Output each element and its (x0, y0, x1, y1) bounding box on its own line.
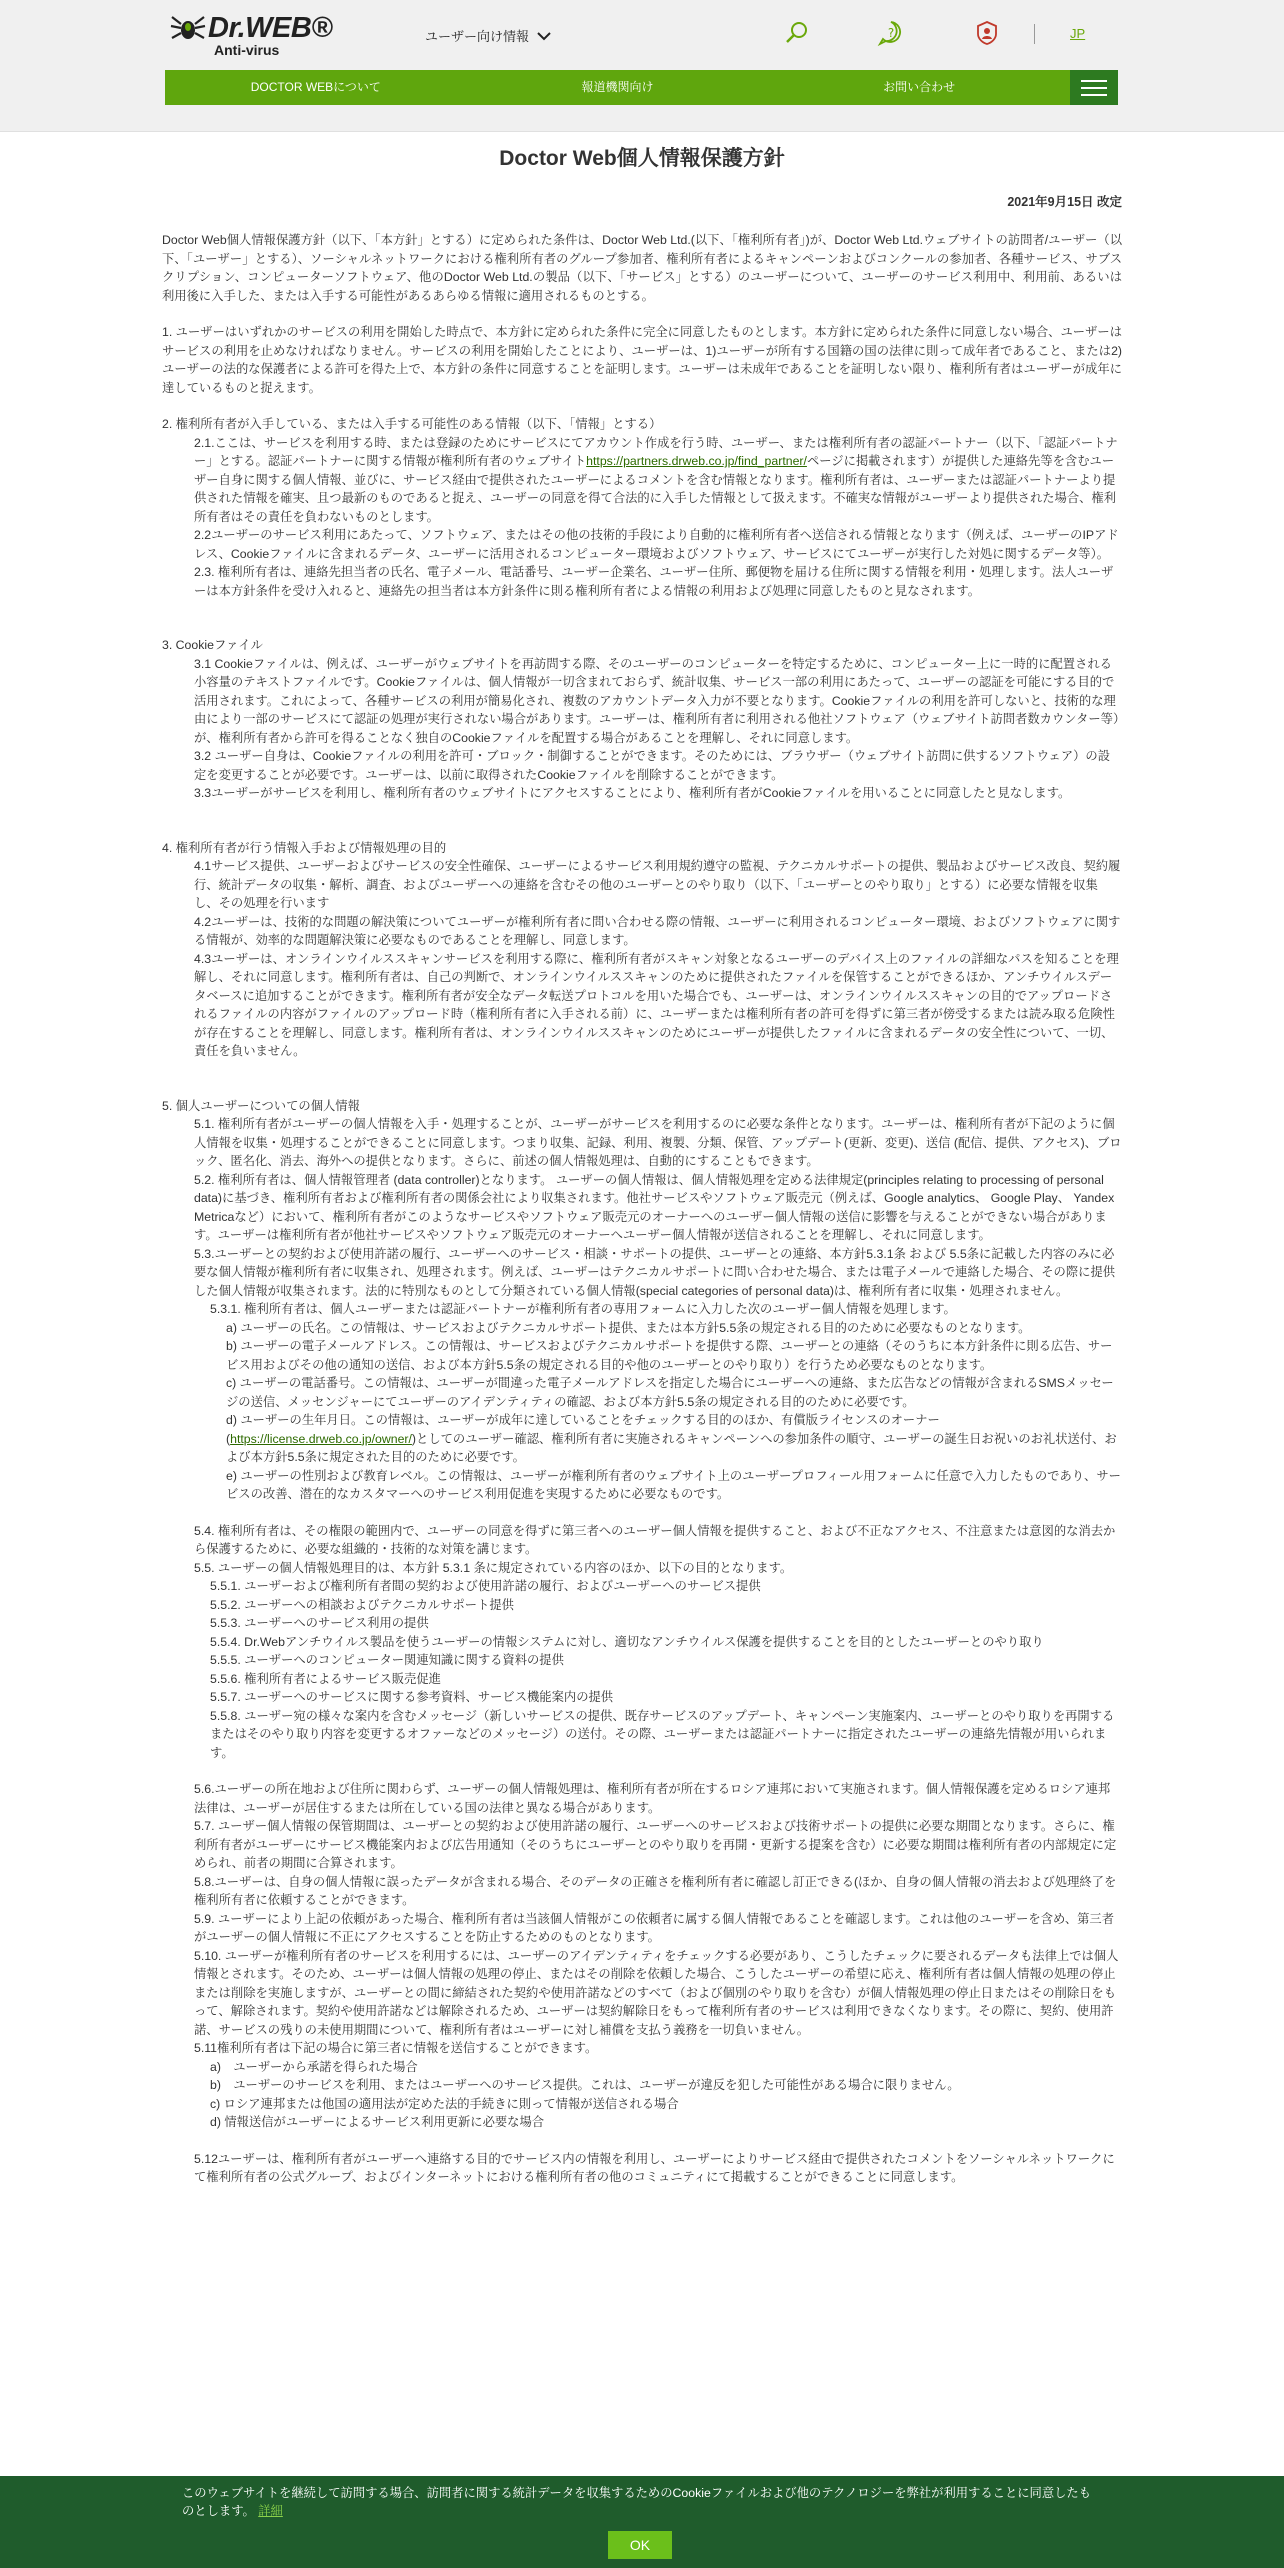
cookie-consent-bar (0, 2476, 1284, 2568)
section-5-9: 5.9. ユーザーにより上記の依頼があった場合、権利所有者は当該個人情報がこの依頼者に属する個人情報であることを確認します。これは他のユーザーを含め、第三者がユーザーの個人情報に不正にアクセスすることを防止するためのものとなります。 (194, 1911, 1115, 1944)
page-title: Doctor Web個人情報保護方針 (499, 147, 785, 170)
policy-content (162, 147, 1122, 2187)
section-5-5-4: 5.5.4. Dr.Webアンチウイルス製品を使うユーザーの情報システムに対し、適切なアンチウイルス保護を提供することを目的としたユーザーとのやり取り (210, 1634, 1044, 1649)
section-2-title: 2. 権利所有者が入手している、または入手する可能性のある情報（以下、「情報」とする） (162, 417, 662, 431)
nav-contact[interactable]: お問い合わせ (883, 80, 956, 94)
section-5-4: 5.4. 権利所有者は、その権限の範囲内で、ユーザーの同意を得ずに第三者へのユーザー個人情報を提供すること、および不正なアクセス、不注意または意図的な消去から保護するために、必要な組織的・技術的な対策を講じます。 (194, 1523, 1116, 1556)
spider-logo-icon (170, 14, 206, 44)
section-5-5-6: 5.5.6. 権利所有者によるサービス販売促進 (210, 1671, 441, 1686)
section-2-2: 2.2ユーザーのサービス利用にあたって、ソフトウェア、またはその他の技術的手段により自動的に権利所有者へ送信される情報となります（例えば、ユーザーのIPアドレス、Cookieファイルに含まれるデータ、ユーザーに活用されるコンピューター環境およびソフトウェア、サービスにてユーザーが実行した対処に関するデータ等）。 (194, 528, 1119, 561)
cookie-ok-button[interactable]: OK (608, 2531, 672, 2559)
nav-about[interactable]: DOCTOR WEBについて (250, 80, 381, 94)
section-5-11: 5.11権利所有者は下記の場合に第三者に情報を送信することができます。 (194, 2041, 598, 2055)
section-5 (162, 1097, 1122, 2187)
section-4-title: 4. 権利所有者が行う情報入手および情報処理の目的 (162, 840, 447, 855)
section-3 (162, 636, 1122, 803)
user-info-dropdown[interactable] (425, 26, 551, 45)
section-4 (162, 839, 1122, 1061)
header-divider (1034, 24, 1035, 44)
section-5-3-1-b: b) ユーザーの電子メールアドレス。この情報は、サービスおよびテクニカルサポートを提供する際、ユーザーとの連絡（そのうちに本方針条件に則る広告、サービス用およびその他の通知の送信、および本方針5.5条の規定される目的や他のユーザーとのやり取り）を行うため必要なものとなります。 (226, 1339, 1113, 1372)
section-4-2: 4.2ユーザーは、技術的な問題の解決策についてユーザーが権利所有者に問い合わせる際の情報、ユーザーに利用されるコンピューター環境、およびソフトウェアに関する情報が、効率的な問題解決策に必要なものであることを理解し、同意します。 (194, 914, 1121, 947)
help-icon[interactable] (876, 18, 906, 48)
svg-text:?: ? (887, 26, 895, 40)
section-5-11-d: d) 情報送信がユーザーによるサービス利用更新に必要な場合 (210, 2115, 545, 2129)
section-5-6: 5.6.ユーザーの所在地および住所に関わらず、ユーザーの個人情報処理は、権利所有者が所在するロシア連邦において実施されます。個人情報保護を定めるロシア連邦法律は、ユーザーが居住するまたは所在している国の法律と異なる場合があります。 (194, 1782, 1111, 1815)
revision-date: 2021年9月15日 改定 (1007, 194, 1122, 209)
intro-paragraph: Doctor Web個人情報保護方針（以下、「本方針」とする）に定められた条件は、Doctor Web Ltd.(以下、「権利所有者」)が、Doctor Web Ltd.ウェブサイトの訪問者/ユーザー（以下、「ユーザー」とする）、ソーシャルネットワークにおける権利所有者のグループ参加者、権利所有者によるキャンペーンおよびコンクールの参加者、各種サービス、サブスクリプション、コンピューターソフトウェア、他のDoctor Web Ltd.の製品（以下、「サービス」とする）のユーザーについて、ユーザーのサービス利用中、利用前、あるいは利用後に入手した、または入手する可能性があるあらゆる情報に適用されるものとする。 (162, 233, 1122, 303)
license-owner-link[interactable]: https://license.drweb.co.jp/owner/ (230, 1431, 412, 1446)
section-5-3-1: 5.3.1. 権利所有者は、個人ユーザーまたは認証パートナーが権利所有者の専用フォームに入力した次のユーザー個人情報を処理します。 (210, 1302, 956, 1316)
section-5-3-1-d: d) ユーザーの生年月日。この情報は、ユーザーが成年に達していることをチェックする目的のほか、有償版ライセンスのオーナー (https://license.drweb.co.jp/owner/)としてのユーザー確認、権利所有者に実施されるキャンペーンへの参加条件の順守、ユーザーの誕生日お祝いのお礼状送付、および本方針5.5条に規定された目的のために必要です。 (226, 1413, 1117, 1464)
nav-press[interactable]: 報道機関向け (581, 80, 654, 94)
section-5-5-3: 5.5.3. ユーザーへのサービス利用の提供 (210, 1616, 429, 1630)
chevron-down-icon (537, 31, 551, 41)
section-5-11-a: a) ユーザーから承諾を得られた場合 (210, 2059, 418, 2074)
section-1: 1. ユーザーはいずれかのサービスの利用を開始した時点で、本方針に定められた条件に完全に同意したものとします。本方針に定められた条件に同意しない場合、ユーザーはサービスの利用を止めなければなりません。サービスの利用を開始したことにより、ユーザーは、1)ユーザーが所有する国籍の国の法律に則って成年者であること、または2)ユーザーの法的な保護者による許可を得た上で、本方針の条件に同意することを証明します。ユーザーは未成年であることを証明しない限り、権利所有者はユーザーが成年に達しているものと捉えます。 (162, 325, 1122, 395)
section-3-title: 3. Cookieファイル (162, 638, 263, 652)
section-2-1: 2.1.ここは、サービスを利用する時、または登録のためにサービスにてアカウント作成を行う時、ユーザー、または権利所有者の認証パートナー（以下、「認証パートナー」とする。認証パートナーに関する情報が権利所有者のウェブサイトhttps://partners.drweb.co.jp/find_partner/ページに掲載されます）が提供した連絡先等を含むユーザー自身に関する個人情報、並びに、サービス経由で提供されたユーザーによるコメントを含む情報となります。権利所有者は、ユーザーまたは認証パートナーより提供された情報を確実、且つ最新のものであると捉え、ユーザーの同意を得て合法的に入手した情報として扱えます。不確実な情報がユーザーより提供された場合、権利所有者はその責任を負わないものとします。 (194, 435, 1118, 524)
section-2-3: 2.3. 権利所有者は、連絡先担当者の氏名、電子メール、電話番号、ユーザー企業名、ユーザー住所、郵便物を届ける住所に関する情報を利用・処理します。法人ユーザーは本方針条件を受け入れると、連絡先の担当者は本方針条件に則る権利所有者による情報の利用および処理に同意したものと見なされます。 (194, 565, 1114, 598)
section-5-1: 5.1. 権利所有者がユーザーの個人情報を入手・処理することが、ユーザーがサービスを利用するのに必要な条件となります。ユーザーは、権利所有者が下記のように個人情報を収集・処理することができることに同意します。つまり収集、記録、利用、複製、分類、保管、アップデート(更新、変更)、送信 (配信、提供、アクセス)、ブロック、匿名化、消去、海外への提供となります。さらに、前述の個人情報処理は、自動的にすることもできます。 (194, 1117, 1122, 1168)
section-5-3-1-c: c) ユーザーの電話番号。この情報は、ユーザーが間違った電子メールアドレスを指定した場合にユーザーへの連絡、また広告などの情報が含まれるSMSメッセージの送信、メッセンジャーにてユーザーのアイデンティティの確認、および本方針5.5条の規定される目的のために必要です。 (226, 1376, 1114, 1409)
section-5-10: 5.10. ユーザーが権利所有者のサービスを利用するには、ユーザーのアイデンティティをチェックする必要があり、こうしたチェックに要されるデータも法律上では個人情報とされます。そのため、ユーザーは個人情報の処理の停止、またはその削除を依頼した場合、こうしたユーザーの希望に応え、権利所有者は個人情報の処理の停止または削除を実施しますが、ユーザーとの間に締結された契約や使用許諾などのすべて（および個別のやり取りを含む）が個人情報処理の停止日またはその削除日をもって、解除されます。契約や使用許諾などは解除されるため、ユーザーは契約解除日をもって権利所有者のサービスは利用できなくなります。その際に、契約、使用許諾、サービスの残りの未使用期間について、権利所有者はユーザーに対し補償を支払う義務を一切負いません。 (194, 1948, 1119, 2037)
section-3-3: 3.3ユーザーがサービスを利用し、権利所有者のウェブサイトにアクセスすることにより、権利所有者がCookieファイルを用いることに同意したと見なします。 (194, 786, 1071, 800)
section-5-5: 5.5. ユーザーの個人情報処理目的は、本方針 5.3.1 条に規定されている内容のほか、以下の目的となります。 (194, 1560, 793, 1575)
section-5-11-b: b) ユーザーのサービスを利用、またはユーザーへのサービス提供。これは、ユーザーが違反を犯した可能性がある場合に限りません。 (210, 2078, 960, 2092)
section-5-11-c: c) ロシア連邦または他国の適用法が定めた法的手続きに則って情報が送信される場合 (210, 2096, 679, 2111)
user-info-label: ユーザー向け情報 (425, 29, 530, 44)
section-2 (162, 415, 1122, 600)
section-5-7: 5.7. ユーザー個人情報の保管期間は、ユーザーとの契約および使用許諾の履行、ユーザーへのサービスおよび技術サポートの提供に必要な期間となります。さらに、権利所有者がユーザーにサービス機能案内および広告用通知（そのうちにユーザーとのやり取りを再開・更新する提案を含む）に必要な期間は権利所有者の内部規定に定められ、前者の期間に合算されます。 (194, 1819, 1117, 1870)
section-5-5-5: 5.5.5. ユーザーへのコンピューター関連知識に関する資料の提供 (210, 1653, 564, 1667)
logo-subtitle: Anti-virus (214, 42, 280, 58)
cookie-details-link[interactable]: 詳細 (258, 2504, 283, 2518)
section-5-3: 5.3.ユーザーとの契約および使用許諾の履行、ユーザーへのサービス・相談・サポートの提供、ユーザーとの連絡、本方針5.3.1条 および 5.5条に記載した内容のみに必要な個人情報が権利所有者に収集され、処理されます。例えば、ユーザーはテクニカルサポートに問い合わせた場合、または電子メールで連絡した場合、その際に提供した個人情報が収集されます。法的に特別なものとして分類されている個人情報(special categories of personal data)は、権利所有者に収集・処理されません。 (194, 1246, 1116, 1298)
menu-hamburger-icon[interactable] (1070, 70, 1118, 105)
section-5-5-7: 5.5.7. ユーザーへのサービスに関する参考資料、サービス機能案内の提供 (210, 1690, 614, 1704)
site-header (0, 0, 1284, 132)
section-5-5-8: 5.5.8. ユーザー宛の様々な案内を含むメッセージ（新しいサービスの提供、既存サービスのアップデート、キャンペーン実施案内、ユーザーとのやり取りを再開するまたはそのやり取り内容を変更するオファーなどのメッセージ）の送付。その際、ユーザーまたは認証パートナーに指定されたユーザーの連絡先情報が用いられます。 (210, 1708, 1115, 1760)
logo-wordmark: Dr.WEB® (208, 12, 333, 44)
section-5-5-1: 5.5.1. ユーザーおよび権利所有者間の契約および使用許諾の履行、およびユーザーへのサービス提供 (210, 1579, 761, 1593)
section-3-1: 3.1 Cookieファイルは、例えば、ユーザーがウェブサイトを再訪問する際、そのユーザーのコンピューターを特定するために、コンピューター上に一時的に配置される小容量のテキストファイルです。Cookieファイルは、個人情報が一切含まれておらず、統計収集、サービス一部の利用にあたって、ユーザーの認証を可能にする目的で活用されます。これによって、各種サービスの利用が簡易化され、複数のアカウントデータ入力が不要となります。Cookieファイルの利用を許可しないと、技術的な理由により一部のサービスにて認証の処理が実行されない場合があります。ユーザーは、権利所有者に利用される他社ソフトウェア（ウェブサイト訪問者数カウンター等）が、権利所有者から許可を得ることなく独自のCookieファイルを配置する場合があることを理解し、それに同意します。 (194, 656, 1120, 745)
section-5-2: 5.2. 権利所有者は、個人情報管理者 (data controller)となります。 ユーザーの個人情報は、個人情報処理を定める法律規定(principles relating to processing of personal data)に基づき、権利所有者および権利所有者の関係会社により収集されます。他社サービスやソフトウェア販売元（例えば、Google analytics、 Google Play、 Yandex Metricaなど）において、権利所有者がこのようなサービスやソフトウェア販売元のオーナーへのユーザー個人情報の送信に影響を与えることができない場合があります。ユーザーは権利所有者が他社サービスやソフトウェア販売元のオーナーへユーザー個人情報が送信されることを理解し、それに同意します。 (194, 1172, 1115, 1242)
drweb-logo[interactable] (170, 12, 370, 60)
section-5-5-2: 5.5.2. ユーザーへの相談およびテクニカルサポート提供 (210, 1597, 514, 1612)
main-nav (165, 70, 1118, 105)
section-4-3: 4.3ユーザーは、オンラインウイルススキャンサービスを利用する際に、権利所有者がスキャン対象となるユーザーのデバイス上のファイルの詳細なパスを知ることを理解し、それに同意します。権利所有者は、自己の判断で、オンラインウイルススキャンのために提供されたファイルを保管することができるほか、アンチウイルスデータベースに追加することができます。権利所有者が安全なデータ転送プロトコルを用いた場合でも、ユーザーは、オンラインウイルススキャンの目的でアップロードされるファイルの内容がファイルのアップロード時（権利所有者に入手される前）に、ユーザーまたは権利所有者の許可を得ずに第三者が傍受するまたは読み取る危険性が存在することを理解し、同意します。権利所有者は、オンラインウイルススキャンのためにユーザーが提供したファイルに含まれるデータの安全性について、一切、責任を負いません。 (194, 951, 1119, 1058)
find-partner-link[interactable]: https://partners.drweb.co.jp/find_partner/ (586, 454, 807, 468)
section-5-title: 5. 個人ユーザーについての個人情報 (162, 1098, 360, 1113)
section-4-1: 4.1サービス提供、ユーザーおよびサービスの安全性確保、ユーザーによるサービス利用規約遵守の監視、テクニカルサポートの提供、製品およびサービス改良、契約履行、統計データの収集・解析、調査、およびユーザーへの連絡を含むその他のユーザーとのやり取り（以下、「ユーザーとのやり取り」とする）に必要な情報を収集し、その処理を行います (194, 859, 1121, 910)
section-3-2: 3.2 ユーザー自身は、Cookieファイルの利用を許可・ブロック・制御することができます。そのためには、ブラウザー（ウェブサイト訪問に供するソフトウェア）の設定を変更することが必要です。ユーザーは、以前に取得されたCookieファイルを削除することができます。 (194, 749, 1111, 782)
section-5-3-1-a: a) ユーザーの氏名。この情報は、サービスおよびテクニカルサポート提供、または本方針5.5条の規定される目的のために必要なものとなります。 (226, 1320, 1031, 1335)
section-5-12: 5.12ユーザーは、権利所有者がユーザーへ連絡する目的でサービス内の情報を利用し、ユーザーによりサービス経由で提供されたコメントをソーシャルネットワークにて権利所有者の公式グループ、およびインターネットにおける権利所有者の他のコミュニティにて掲載することができることに同意します。 (194, 2151, 1115, 2184)
section-5-3-1-e: e) ユーザーの性別および教育レベル。この情報は、ユーザーが権利所有者のウェブサイト上のユーザープロフィール用フォームに任意で入力したものであり、サービスの改善、潜在的なカスタマーへのサービス利用促進を実現するために必要なものです。 (226, 1468, 1121, 1501)
account-shield-icon[interactable] (972, 18, 1002, 48)
language-switch[interactable]: JP (1070, 26, 1086, 41)
cookie-message: このウェブサイトを継続して訪問する場合、訪問者に関する統計データを収集するためのCookieファイルおよび他のテクノロジーを弊社が利用することに同意したものとします。 詳細 (182, 2486, 1092, 2518)
section-5-8: 5.8.ユーザーは、自身の個人情報に誤ったデータが含まれる場合、そのデータの正確さを権利所有者に確認し訂正できる(ほか、自身の個人情報の消去および処理終了を権利所有者に依頼することができます。 (194, 1874, 1117, 1907)
search-icon[interactable] (782, 18, 812, 48)
